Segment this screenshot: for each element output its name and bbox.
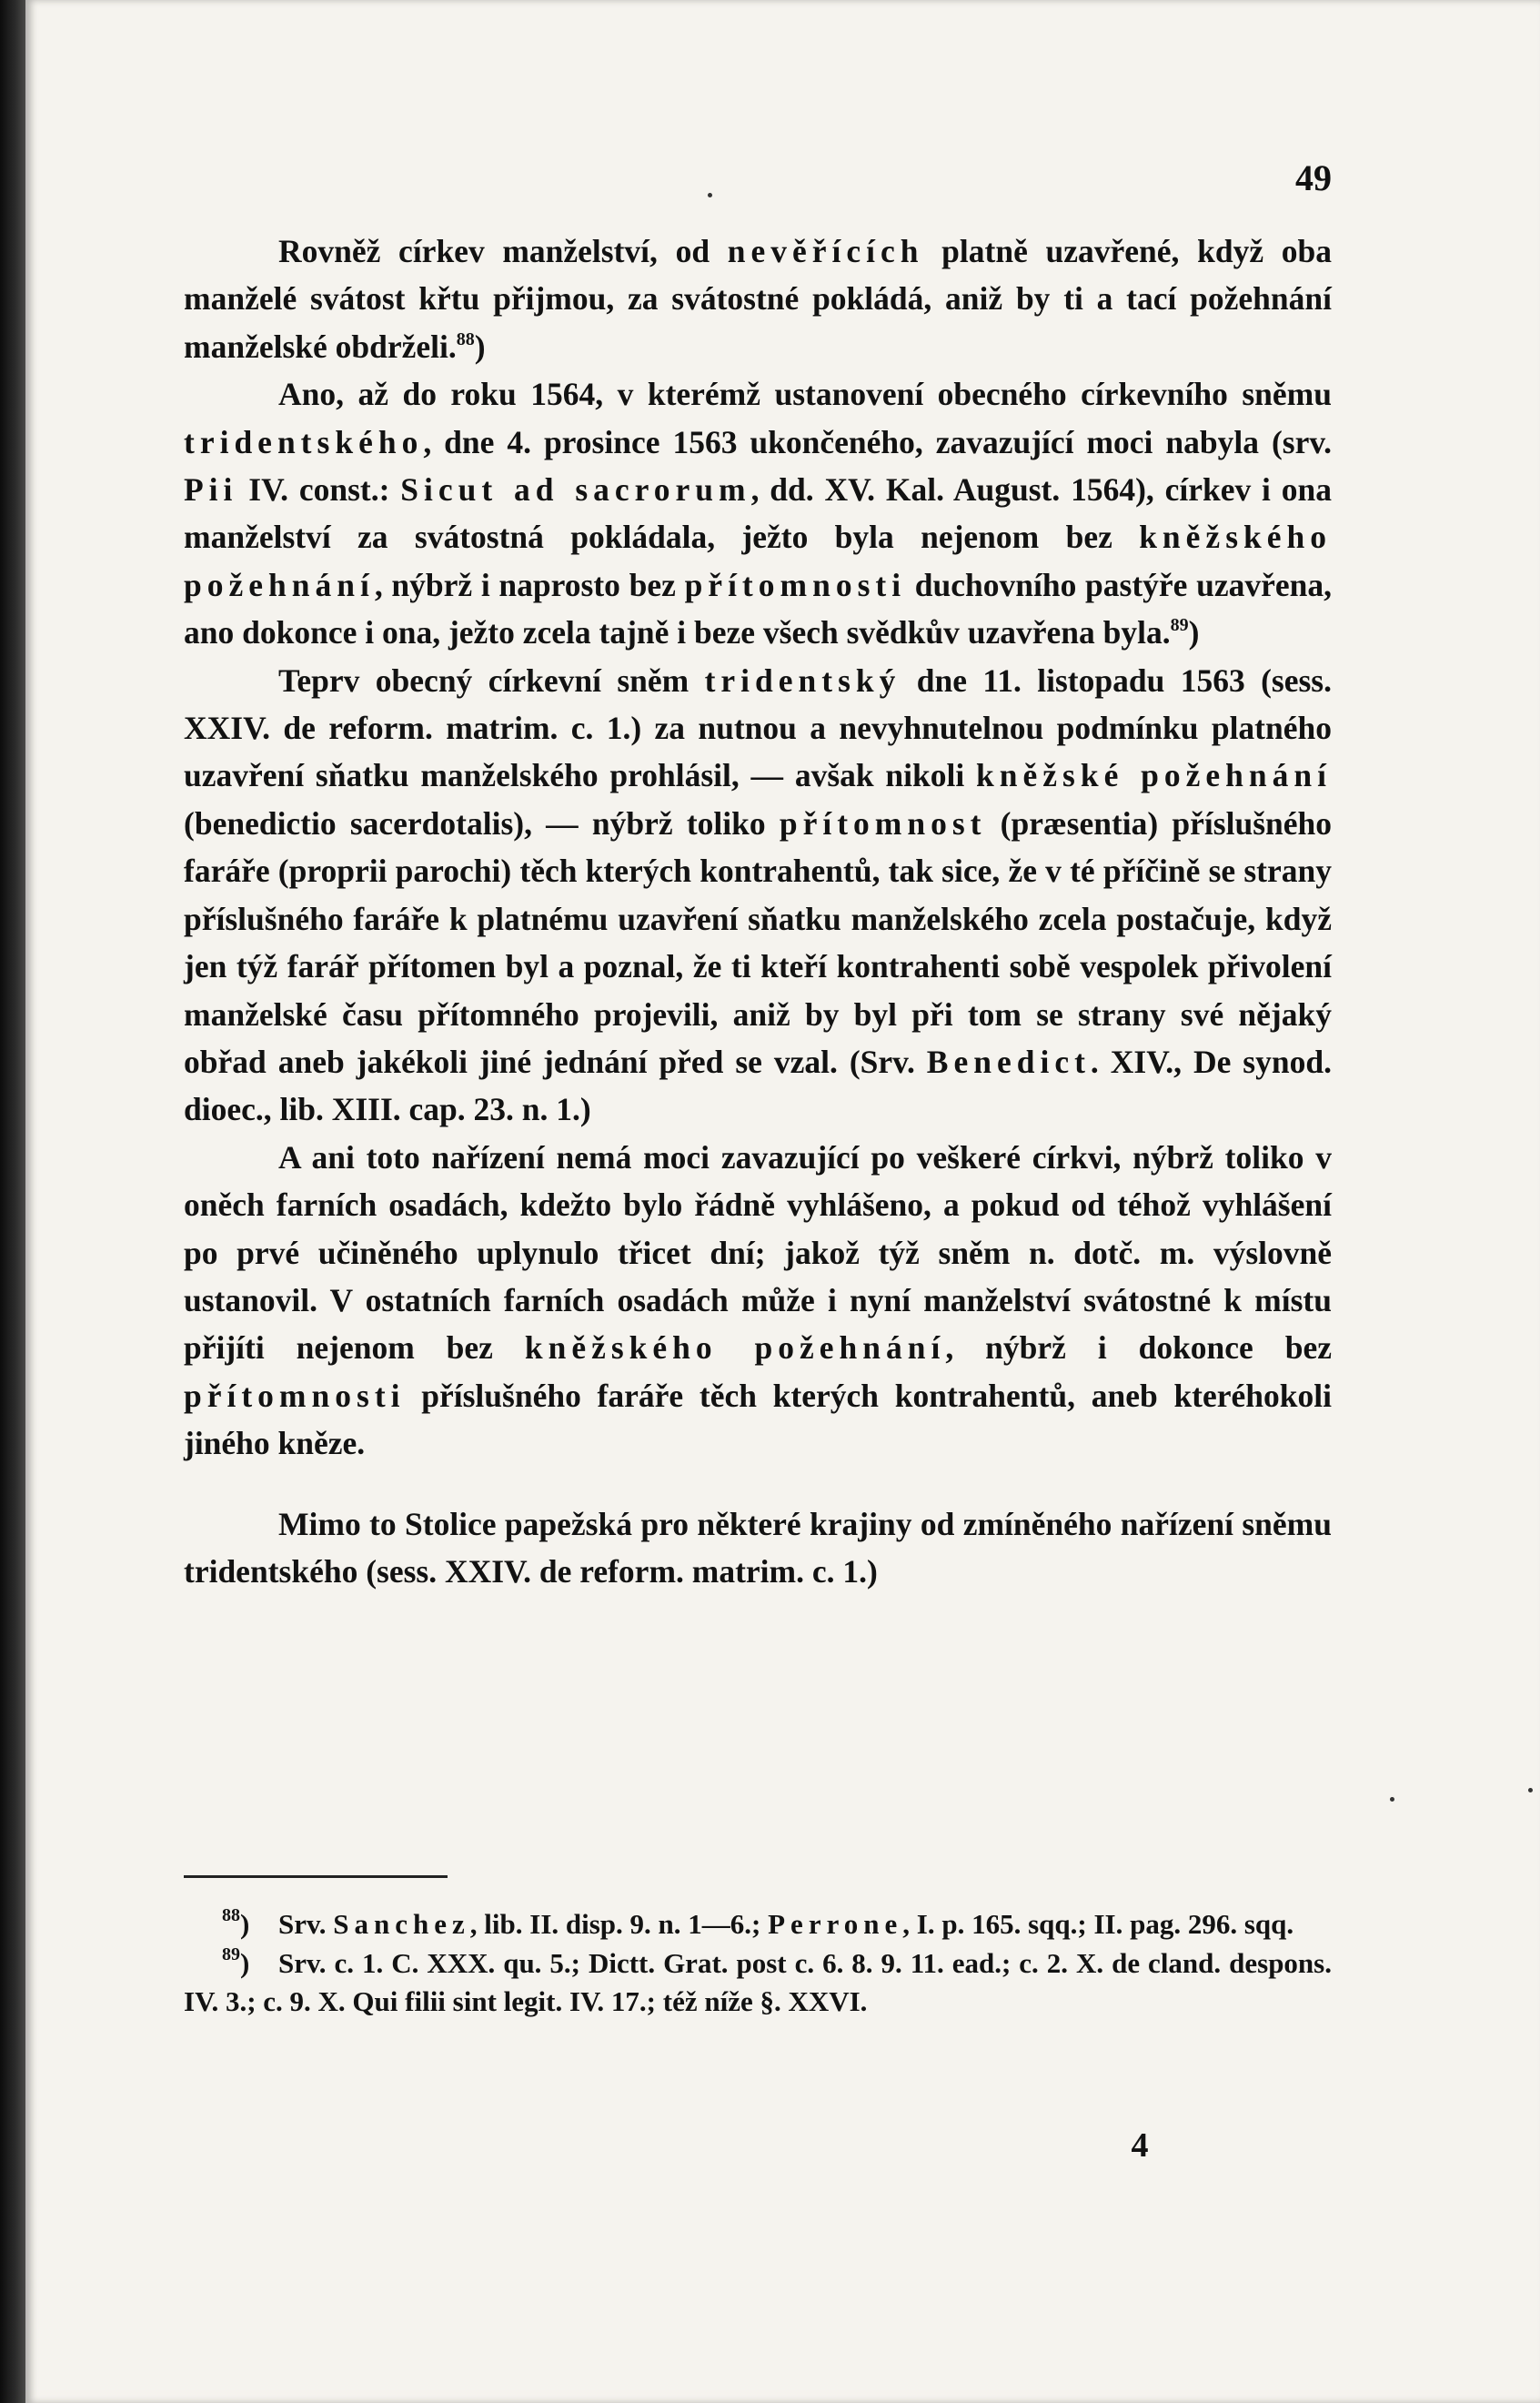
paragraph: [184, 1500, 1332, 1596]
ink-speck: [1528, 1788, 1533, 1792]
spaced-emphasis: přítomnosti: [684, 566, 907, 603]
paragraph: [184, 227, 1332, 370]
paragraph: [184, 1134, 1332, 1468]
text-run: , lib. II. disp. 9. n. 1—6.;: [469, 1908, 769, 1940]
footnote-number: $^{88}$): [222, 1905, 250, 1940]
ink-speck: [708, 193, 712, 197]
text-run: Mimo to Stolice papežská pro některé krajiny od zmíněného nařízení sněmu tridentského (sess. XXIV. de reform. matrim. c. 1.): [184, 1505, 1332, 1590]
spaced-emphasis: tridentského: [184, 423, 424, 460]
text-run: duchovního pastýře uzavřena, ano dokonce i ona, ježto zcela tajně i beze všech svědkův uzavřena byla.: [184, 566, 1332, 651]
text-run: Srv. c. 1. C. XXX. qu. 5.; Dictt. Grat. post c. 6. 8. 9. 11. ead.; c. 2. X. de cland. despons. IV. 3.; c. 9. X. Qui filii sint legit. IV. 17.; též níže §. XXVI.: [184, 1946, 1332, 2017]
footnote-number-label: 88: [222, 1905, 240, 1925]
spaced-emphasis: Sanchez: [333, 1908, 470, 1940]
book-binding-edge: [0, 0, 25, 2403]
spaced-emphasis: kněžského požehnání: [524, 1329, 946, 1367]
text-run: ): [1188, 614, 1200, 651]
text-run: , nýbrž i dokonce bez: [945, 1329, 1332, 1367]
text-run: ): [474, 328, 486, 365]
footnote-text: [184, 1944, 1332, 2022]
ink-speck: [1390, 1797, 1394, 1802]
text-run: , I. p. 165. sqq.; II. pag. 296. sqq.: [902, 1908, 1294, 1940]
spaced-emphasis: přítomnosti: [184, 1377, 406, 1414]
text-run: Srv.: [278, 1908, 334, 1940]
signature-mark: 4: [1131, 2126, 1149, 2165]
text-run: platně uzavřené, když oba manželé svátost křtu přijmou, za svátostné pokládá, aniž by ti a tací požehnání manželské obdrželi.: [184, 233, 1332, 365]
page-number: 49: [1295, 157, 1332, 198]
spaced-emphasis: přítomnost: [779, 804, 987, 842]
footnote-text: [184, 1905, 1332, 1944]
spaced-emphasis: kněžské požehnání: [976, 757, 1332, 794]
spaced-emphasis: kněžského požehnání: [184, 519, 1332, 603]
footnote-ref: 88: [456, 328, 475, 349]
text-run: IV. const.:: [237, 471, 401, 509]
text-run: A ani toto nařízení nemá moci zavazující po veškeré církvi, nýbrž toliko v oněch farních osadách, kdežto bylo řádně vyhlášeno, a pokud od téhož vyhlášení po prvé učiněného uplynulo třicet dní; jakož týž sněm n. dotč. m. výslovně ustanovil. V ostatních farních osadách může i nyní manželství svátostné k místu přijíti nejenom bez: [184, 1138, 1332, 1367]
text-run: Ano, až do roku 1564, v kterémž ustanovení obecného církevního sněmu: [278, 376, 1332, 413]
text-run: , dd. XV. Kal. August. 1564), církev i ona manželství za svátostná pokládala, ježto byla nejenom bez: [184, 471, 1332, 556]
spaced-emphasis: tridentský: [704, 661, 901, 699]
text-run: . XIV., De synod. dioec., lib. XIII. cap. 23. n. 1.): [184, 1043, 1332, 1128]
footnote-separator-rule: [184, 1875, 448, 1878]
text-run: příslušného faráře těch kterých kontrahentů, aneb kteréhokoli jiného kněze.: [184, 1377, 1332, 1462]
spaced-emphasis: nevěřících: [727, 233, 924, 269]
text-run: (præsentia) příslušného faráře (proprii parochi) těch kterých kontrahentů, tak sice, že v té příčině se strany příslušného faráře k platnému uzavření sňatku manželského zcela postačuje, když jen týž farář přítomen byl a poznal, že ti kteří kontrahenti sobě vespolek přivolení manželské času přítomného projevili, aniž by byl při tom se strany své nějaký obřad aneb jakékoli jiné jednání před se vzal. (Srv.: [184, 804, 1332, 1080]
footnote-ref: 89: [1170, 615, 1189, 636]
spaced-emphasis: Pii: [184, 471, 238, 509]
spaced-emphasis: Sicut ad sacrorum: [400, 471, 751, 509]
footnotes: [184, 1905, 1332, 2022]
text-run: Rovněž církev manželství, od: [278, 233, 728, 269]
paragraph: [184, 370, 1332, 656]
main-text: [184, 227, 1332, 1595]
spaced-emphasis: Perrone: [768, 1908, 903, 1940]
footnote: [184, 1905, 1332, 1944]
paragraph: [184, 657, 1332, 1134]
footnote-number: $^{89}$): [222, 1944, 250, 1979]
text-run: (benedictio sacerdotalis), — nýbrž toliko: [184, 804, 780, 842]
text-run: , nýbrž i naprosto bez: [374, 566, 685, 603]
text-run: Teprv obecný církevní sněm: [278, 661, 705, 699]
text-run: dne 11. listopadu 1563 (sess. XXIV. de reform. matrim. c. 1.) za nutnou a nevyhnutelnou podmínku platného uzavření sňatku manželského prohlásil, — avšak nikoli: [184, 661, 1333, 794]
spaced-emphasis: Benedict: [926, 1043, 1091, 1080]
footnote: [184, 1944, 1332, 2022]
footnote-number-label: 89: [222, 1944, 240, 1964]
text-run: , dne 4. prosince 1563 ukončeného, zavazující moci nabyla (srv.: [423, 423, 1332, 460]
